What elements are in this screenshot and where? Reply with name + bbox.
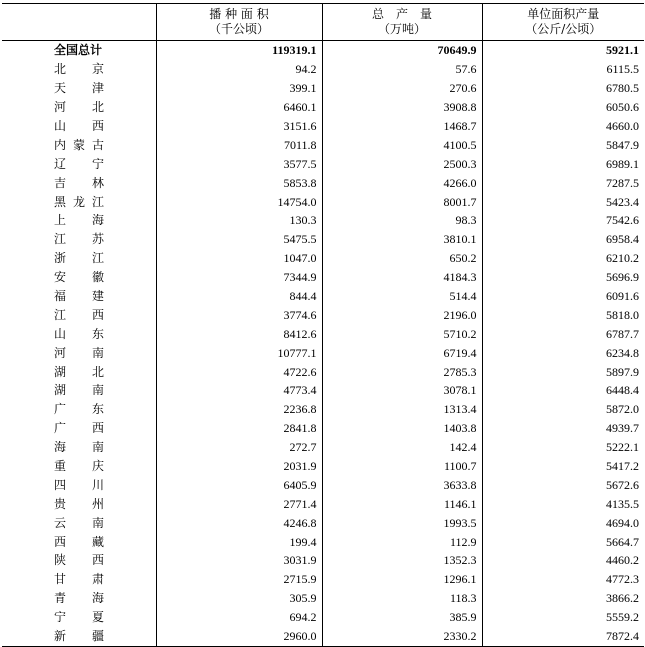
sown-area-value: 305.9 <box>156 589 322 608</box>
region-name-cell <box>2 362 156 381</box>
sown-area-value: 4773.4 <box>156 381 322 400</box>
region-name-cell <box>2 305 156 324</box>
region-name-cell <box>2 192 156 211</box>
table-row <box>2 343 644 362</box>
yield-value: 6780.5 <box>482 79 644 98</box>
sown-area-value: 94.2 <box>156 60 322 79</box>
region-name: 吉林 <box>54 175 104 190</box>
sown-area-value: 2715.9 <box>156 570 322 589</box>
sown-area-value: 3151.6 <box>156 117 322 136</box>
table-row <box>2 230 644 249</box>
total-output-value: 514.4 <box>322 287 482 306</box>
total-output-value: 3078.1 <box>322 381 482 400</box>
table-row <box>2 570 644 589</box>
sown-area-value: 4722.6 <box>156 362 322 381</box>
table-row <box>2 551 644 570</box>
region-name-cell <box>2 475 156 494</box>
total-output-value: 1403.8 <box>322 419 482 438</box>
region-name: 陕西 <box>54 553 104 568</box>
yield-value: 5417.2 <box>482 457 644 476</box>
region-name: 江苏 <box>54 232 104 247</box>
total-output-value: 1100.7 <box>322 457 482 476</box>
sown-area-value: 4246.8 <box>156 513 322 532</box>
region-name-cell <box>2 438 156 457</box>
yield-value: 5672.6 <box>482 475 644 494</box>
sown-area-value: 7011.8 <box>156 135 322 154</box>
sown-area-value: 6460.1 <box>156 98 322 117</box>
table-row <box>2 324 644 343</box>
header-yield-title: 单位面积产量 <box>527 7 600 21</box>
region-name: 浙江 <box>54 251 104 266</box>
header-sown-area <box>156 4 322 41</box>
yield-value: 5818.0 <box>482 305 644 324</box>
total-sown-area: 119319.1 <box>156 41 322 60</box>
region-name: 青海 <box>54 591 104 606</box>
sown-area-value: 5475.5 <box>156 230 322 249</box>
sown-area-value: 14754.0 <box>156 192 322 211</box>
yield-value: 6234.8 <box>482 343 644 362</box>
region-name-cell <box>2 287 156 306</box>
region-name: 宁夏 <box>54 610 104 625</box>
total-output-value: 4266.0 <box>322 173 482 192</box>
sown-area-value: 2960.0 <box>156 627 322 646</box>
region-name: 新疆 <box>54 629 104 644</box>
yield-value: 5559.2 <box>482 608 644 627</box>
sown-area-value: 130.3 <box>156 211 322 230</box>
total-output-value: 1468.7 <box>322 117 482 136</box>
region-name-cell <box>2 60 156 79</box>
region-name-cell <box>2 173 156 192</box>
sown-area-value: 10777.1 <box>156 343 322 362</box>
yield-value: 5222.1 <box>482 438 644 457</box>
header-sown-area-title: 播 种 面 积 <box>209 7 269 21</box>
header-region <box>2 4 156 41</box>
total-label <box>2 41 156 60</box>
region-name-cell <box>2 551 156 570</box>
region-name: 辽宁 <box>54 156 104 171</box>
grain-statistics-table <box>2 3 644 647</box>
total-output-value: 2330.2 <box>322 627 482 646</box>
total-output-value: 1296.1 <box>322 570 482 589</box>
region-name: 贵州 <box>54 496 104 511</box>
table-row <box>2 362 644 381</box>
region-name-cell <box>2 627 156 646</box>
yield-value: 4772.3 <box>482 570 644 589</box>
region-name-cell <box>2 608 156 627</box>
total-output-value: 57.6 <box>322 60 482 79</box>
table-row <box>2 173 644 192</box>
table-row <box>2 268 644 287</box>
total-output-value: 3908.8 <box>322 98 482 117</box>
yield-value: 7872.4 <box>482 627 644 646</box>
table-header-row <box>2 4 644 41</box>
header-total-output <box>322 4 482 41</box>
header-yield-unit: （公斤/公顷） <box>525 22 602 36</box>
region-name-cell <box>2 98 156 117</box>
region-name: 广西 <box>54 421 104 436</box>
yield-value: 5696.9 <box>482 268 644 287</box>
total-output-value: 3810.1 <box>322 230 482 249</box>
yield-value: 6448.4 <box>482 381 644 400</box>
region-name: 广东 <box>54 402 104 417</box>
sown-area-value: 399.1 <box>156 79 322 98</box>
region-name: 山东 <box>54 326 104 341</box>
header-total-output-title: 总 产 量 <box>371 7 432 21</box>
region-name: 西藏 <box>54 534 104 549</box>
table-row <box>2 79 644 98</box>
total-output-value: 118.3 <box>322 589 482 608</box>
table-row <box>2 627 644 646</box>
sown-area-value: 1047.0 <box>156 249 322 268</box>
sown-area-value: 2771.4 <box>156 494 322 513</box>
region-name-cell <box>2 589 156 608</box>
table-row <box>2 475 644 494</box>
table-row <box>2 419 644 438</box>
table-row <box>2 117 644 136</box>
region-name-cell <box>2 419 156 438</box>
region-name: 河北 <box>54 100 104 115</box>
table-body <box>2 41 644 647</box>
yield-value: 6787.7 <box>482 324 644 343</box>
region-name: 福建 <box>54 289 104 304</box>
table-row <box>2 381 644 400</box>
sown-area-value: 844.4 <box>156 287 322 306</box>
sown-area-value: 3031.9 <box>156 551 322 570</box>
total-output-value: 4100.5 <box>322 135 482 154</box>
total-output-value: 1313.4 <box>322 400 482 419</box>
table-row <box>2 305 644 324</box>
region-name-cell <box>2 532 156 551</box>
total-label-text: 全国总计 <box>54 43 103 58</box>
yield-value: 6115.5 <box>482 60 644 79</box>
sown-area-value: 2031.9 <box>156 457 322 476</box>
sown-area-value: 272.7 <box>156 438 322 457</box>
region-name-cell <box>2 494 156 513</box>
total-output-value: 4184.3 <box>322 268 482 287</box>
yield-value: 7287.5 <box>482 173 644 192</box>
header-total-output-unit: （万吨） <box>377 22 426 36</box>
sown-area-value: 2236.8 <box>156 400 322 419</box>
table-row <box>2 249 644 268</box>
sown-area-value: 3577.5 <box>156 154 322 173</box>
yield-value: 6091.6 <box>482 287 644 306</box>
region-name-cell <box>2 381 156 400</box>
total-output-value: 1352.3 <box>322 551 482 570</box>
region-name-cell <box>2 154 156 173</box>
region-name-cell <box>2 570 156 589</box>
table-row <box>2 457 644 476</box>
table-row-total <box>2 41 644 60</box>
total-output-value: 98.3 <box>322 211 482 230</box>
sown-area-value: 3774.6 <box>156 305 322 324</box>
table-row <box>2 98 644 117</box>
sown-area-value: 5853.8 <box>156 173 322 192</box>
region-name: 云南 <box>54 515 104 530</box>
table-row <box>2 60 644 79</box>
yield-value: 4660.0 <box>482 117 644 136</box>
yield-value: 6958.4 <box>482 230 644 249</box>
region-name: 山西 <box>54 119 104 133</box>
region-name-cell <box>2 343 156 362</box>
yield-value: 7542.6 <box>482 211 644 230</box>
region-name-cell <box>2 135 156 154</box>
table-row <box>2 589 644 608</box>
region-name: 海南 <box>54 440 104 455</box>
total-output-value: 8001.7 <box>322 192 482 211</box>
region-name-cell <box>2 211 156 230</box>
sown-area-value: 694.2 <box>156 608 322 627</box>
region-name-cell <box>2 457 156 476</box>
total-output-value: 2196.0 <box>322 305 482 324</box>
region-name-cell <box>2 230 156 249</box>
total-output-value: 142.4 <box>322 438 482 457</box>
region-name-cell <box>2 79 156 98</box>
total-output-value: 385.9 <box>322 608 482 627</box>
yield-value: 4694.0 <box>482 513 644 532</box>
total-output-value: 112.9 <box>322 532 482 551</box>
total-output-value: 5710.2 <box>322 324 482 343</box>
region-name: 天津 <box>54 81 104 96</box>
region-name: 重庆 <box>54 459 104 474</box>
yield-value: 5847.9 <box>482 135 644 154</box>
table-row <box>2 287 644 306</box>
region-name: 安徽 <box>54 270 104 285</box>
total-output-value: 650.2 <box>322 249 482 268</box>
yield-value: 5664.7 <box>482 532 644 551</box>
region-name-cell <box>2 324 156 343</box>
region-name: 河南 <box>54 345 104 360</box>
yield-value: 4939.7 <box>482 419 644 438</box>
total-output-value: 270.6 <box>322 79 482 98</box>
yield-value: 5897.9 <box>482 362 644 381</box>
region-name: 江西 <box>54 307 104 322</box>
region-name: 黑龙江 <box>54 194 104 209</box>
region-name: 上海 <box>54 213 104 228</box>
header-yield <box>482 4 644 41</box>
yield-value: 6989.1 <box>482 154 644 173</box>
sown-area-value: 2841.8 <box>156 419 322 438</box>
region-name-cell <box>2 513 156 532</box>
region-name: 四川 <box>54 477 104 492</box>
region-name: 湖北 <box>54 364 104 379</box>
yield-value: 6210.2 <box>482 249 644 268</box>
yield-value: 3866.2 <box>482 589 644 608</box>
region-name: 北京 <box>54 62 104 77</box>
table-row <box>2 532 644 551</box>
table-row <box>2 494 644 513</box>
sown-area-value: 199.4 <box>156 532 322 551</box>
total-output-value: 2500.3 <box>322 154 482 173</box>
table-row <box>2 400 644 419</box>
total-output-value: 6719.4 <box>322 343 482 362</box>
table-row <box>2 438 644 457</box>
yield-value: 5423.4 <box>482 192 644 211</box>
table-row <box>2 608 644 627</box>
region-name-cell <box>2 268 156 287</box>
table-row <box>2 211 644 230</box>
sown-area-value: 8412.6 <box>156 324 322 343</box>
sown-area-value: 7344.9 <box>156 268 322 287</box>
table-row <box>2 513 644 532</box>
total-output-value: 3633.8 <box>322 475 482 494</box>
total-output-value: 1993.5 <box>322 513 482 532</box>
region-name: 甘肃 <box>54 572 104 587</box>
region-name: 湖南 <box>54 383 104 398</box>
table-row <box>2 154 644 173</box>
region-name-cell <box>2 249 156 268</box>
total-yield: 5921.1 <box>482 41 644 60</box>
header-sown-area-unit: （千公顷） <box>208 22 269 36</box>
total-output-value: 2785.3 <box>322 362 482 381</box>
yield-value: 4460.2 <box>482 551 644 570</box>
total-output: 70649.9 <box>322 41 482 60</box>
total-output-value: 1146.1 <box>322 494 482 513</box>
yield-value: 4135.5 <box>482 494 644 513</box>
yield-value: 5872.0 <box>482 400 644 419</box>
region-name-cell <box>2 117 156 136</box>
region-name: 内蒙古 <box>54 137 104 152</box>
region-name-cell <box>2 400 156 419</box>
sown-area-value: 6405.9 <box>156 475 322 494</box>
table-row <box>2 135 644 154</box>
table-row <box>2 192 644 211</box>
yield-value: 6050.6 <box>482 98 644 117</box>
